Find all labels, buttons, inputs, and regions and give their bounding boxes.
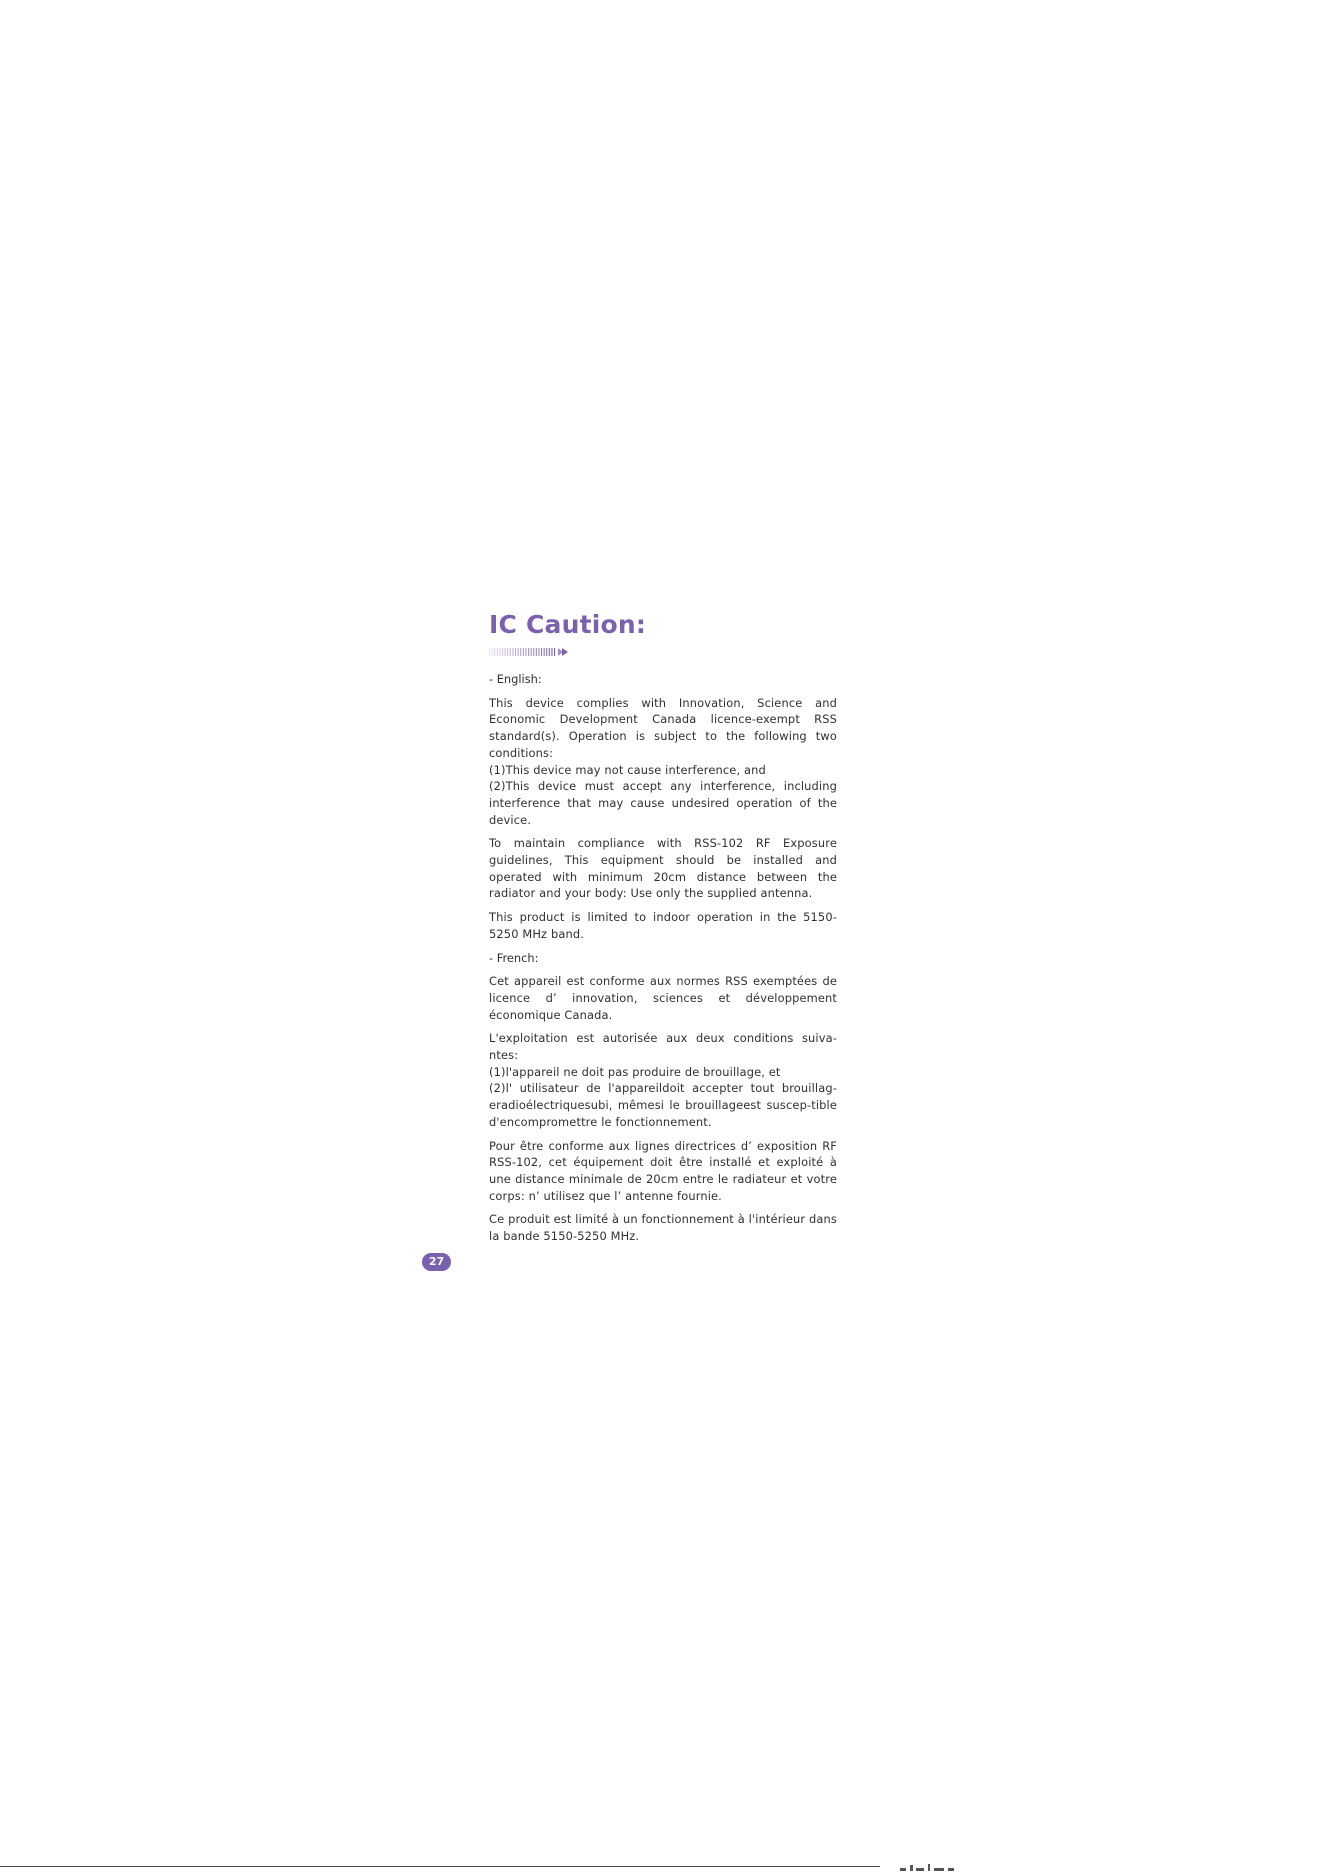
ornament-tick (546, 648, 547, 656)
ornament-tick (536, 648, 537, 656)
paragraph-line: (2)l' utilisateur de l'appareildoit accepter tout brouillag-eradioélectriquesubi, mêmesi le brouillageest suscep-tible d'encompromettre le fonctionnement. (489, 1081, 837, 1129)
paragraph-line: This device complies with Innovation, Science and Economic Development Canada licence-exempt RSS standard(s). Operation is subject to the following two conditions: (489, 695, 837, 760)
paragraph-line: L'exploitation est autorisée aux deux conditions suiva-ntes: (489, 1031, 837, 1063)
ornament-tick (531, 648, 532, 656)
paragraph-line: This product is limited to indoor operation in the 5150-5250 MHz band. (489, 910, 837, 941)
paragraph-line: (1)l'appareil ne doit pas produire de brouillage, et (489, 1064, 781, 1079)
ornament-tick (520, 648, 521, 656)
french-paragraph-2 (489, 1030, 837, 1130)
ornament-tick (549, 648, 550, 656)
ornament-tick (505, 648, 506, 656)
dashed-arrow-icon (489, 647, 569, 657)
page-number-badge: 27 (422, 1253, 451, 1271)
french-paragraph-3 (489, 1138, 837, 1205)
ornament-tick (507, 648, 508, 656)
french-paragraph-1 (489, 973, 837, 1023)
english-section (489, 695, 837, 943)
ornament-tick (541, 648, 542, 656)
ornament-tick (533, 648, 534, 656)
document-body (489, 610, 837, 1252)
ornament-tick (538, 648, 539, 656)
english-paragraph-2 (489, 835, 837, 902)
ornament-tick (515, 648, 516, 656)
english-paragraph-3 (489, 909, 837, 942)
ornament-tick (499, 648, 500, 656)
ornament-tick (512, 648, 513, 656)
ornament-tick (518, 648, 519, 656)
english-label: - English: (489, 672, 542, 686)
ornament-tick (528, 648, 529, 656)
bottom-divider (0, 1866, 880, 1867)
ornament-tick (510, 648, 511, 656)
paragraph-line: Ce produit est limité à un fonctionnement à l'intérieur dans la bande 5150-5250 MHz. (489, 1212, 837, 1244)
ornament-tick (497, 648, 498, 656)
paragraph-line: Pour être conforme aux lignes directrices d’ exposition RF RSS-102, cet équipement doit être installé et exploité à une distance minimale de 20cm entre le radiateur et votre corps: n’ utilisez que l’ antenne fournie. (489, 1138, 837, 1203)
ornament-tick (523, 648, 524, 656)
ornament-tick (489, 648, 490, 656)
paragraph-line: To maintain compliance with RSS-102 RF Exposure guidelines, This equipment should be installed and operated with minimum 20cm distance between the radiator and your body: Use only the supplied antenna. (489, 836, 837, 901)
paragraph-line: (1)This device may not cause interference, and (489, 762, 766, 777)
page-title: IC Caution: (489, 610, 647, 639)
ornament-tick (525, 648, 526, 656)
french-label: - French: (489, 950, 539, 965)
cropped-text-fragment (900, 1862, 970, 1872)
ornament-tick (492, 648, 493, 656)
ornament-tick (502, 648, 503, 656)
ornament-tick (551, 648, 552, 656)
paragraph-line: Cet appareil est conforme aux normes RSS exemptées de licence d’ innovation, sciences et développement économique Canada. (489, 974, 837, 1022)
french-section (489, 973, 837, 1245)
ornament-tick (554, 648, 555, 656)
ornament-tick (544, 648, 545, 656)
paragraph-line: (2)This device must accept any interference, including interference that may cause undesired operation of the device. (489, 779, 837, 827)
french-paragraph-4 (489, 1211, 837, 1244)
ornament-tick (494, 648, 495, 656)
english-paragraph-1 (489, 695, 837, 829)
